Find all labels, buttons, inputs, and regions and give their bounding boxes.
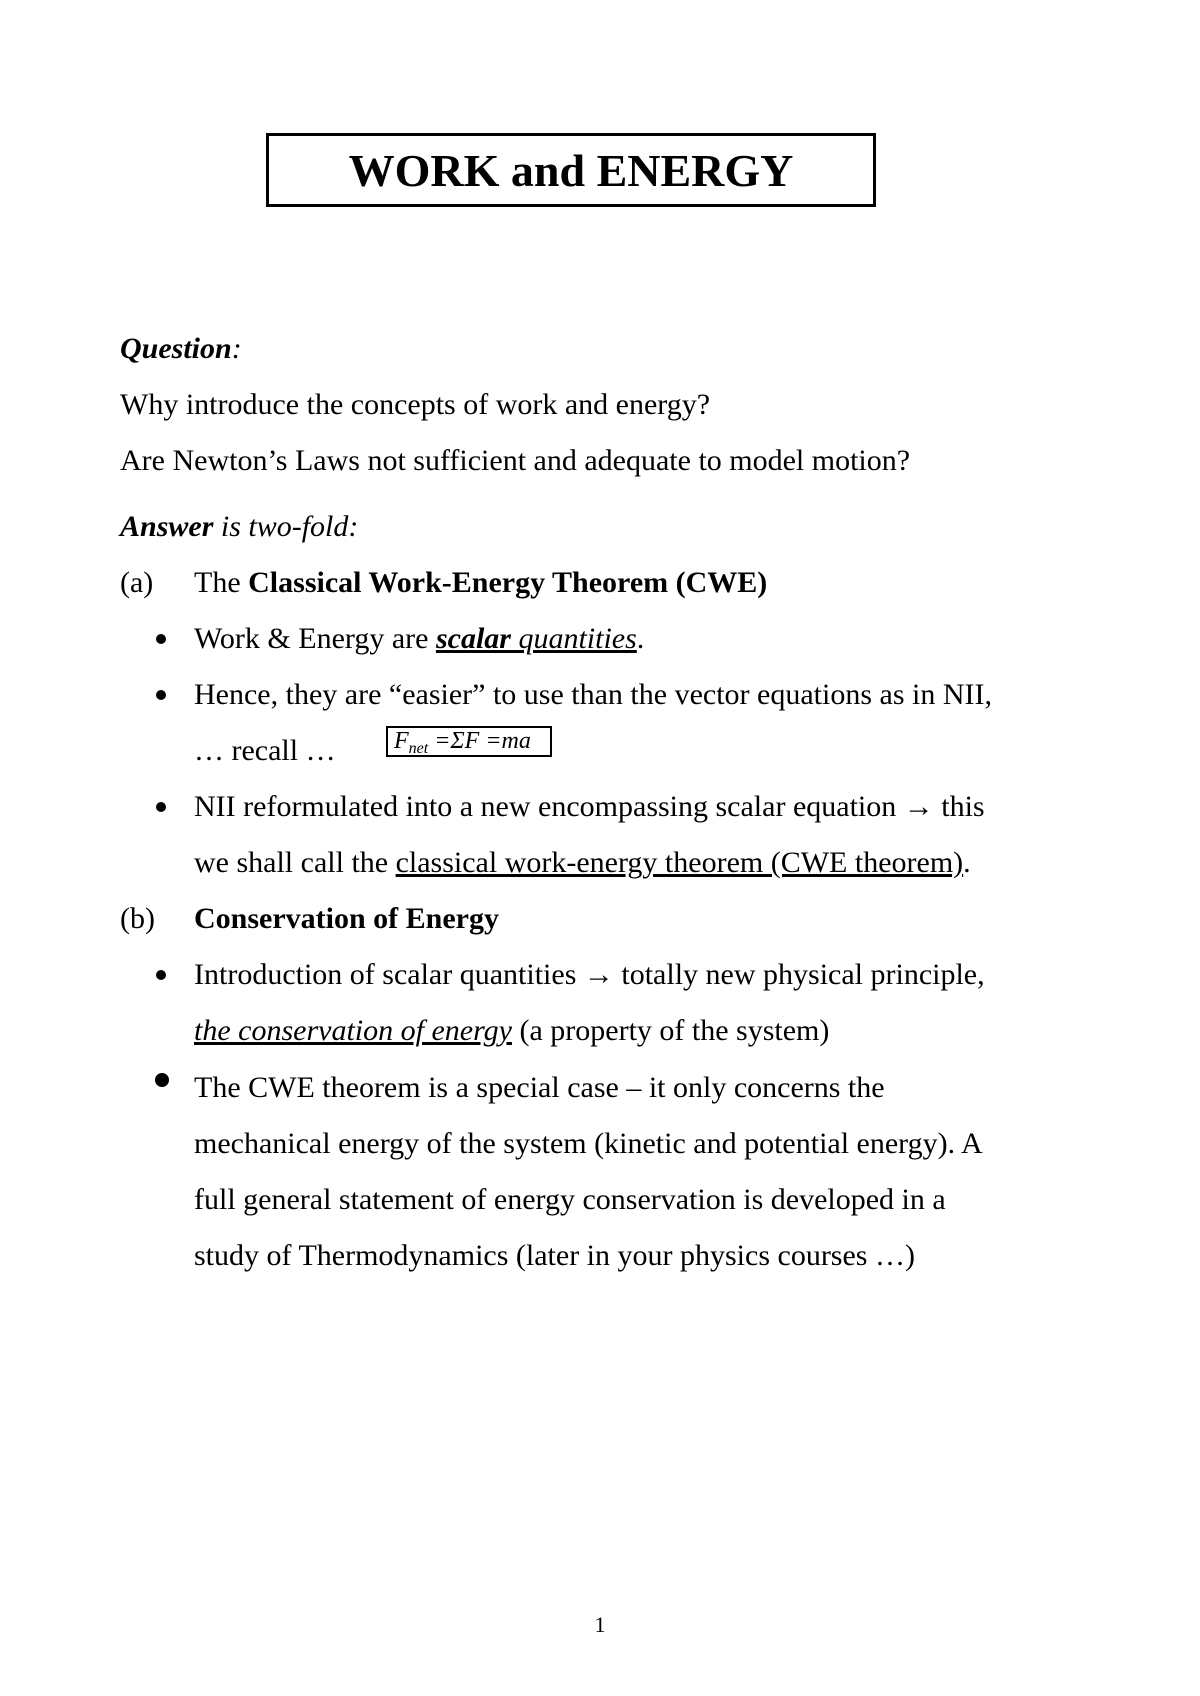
answer-label: Answer — [120, 510, 214, 543]
part-b-bullet-1-line-2 — [194, 1011, 829, 1051]
bullet-1-end: . — [636, 622, 645, 655]
question-heading — [120, 329, 242, 369]
answer-suffix: is two-fold: — [213, 510, 359, 543]
conservation-of-energy-emphasis: the conservation of energy — [194, 1014, 512, 1047]
quantities-word: quantities — [510, 622, 637, 655]
part-a-bullet-2-line-1: Hence, they are “easier” to use than the vector equations as in NII, — [194, 678, 992, 711]
newton-second-law-formula — [386, 726, 552, 757]
bullet-1-prefix: Work & Energy are — [194, 622, 436, 655]
part-a-bullet-2-line-2: … recall … — [194, 734, 336, 767]
part-b-bullet-2-line-1: The CWE theorem is a special case – it only concerns the — [194, 1071, 885, 1104]
question-colon: : — [231, 332, 242, 365]
part-b-bullet-2-line-2: mechanical energy of the system (kinetic and potential energy). A — [194, 1127, 983, 1160]
document-title: WORK and ENERGY — [266, 133, 876, 207]
part-a-bullet-3-line-2 — [194, 843, 971, 883]
part-b-bullet-2-line-4: study of Thermodynamics (later in your physics courses …) — [194, 1239, 915, 1272]
formula-rest: =ΣF =ma — [428, 728, 531, 754]
scalar-quantities-emphasis — [436, 622, 637, 655]
question-label: Question — [120, 332, 232, 365]
bullet-icon — [156, 970, 166, 980]
question-line-1: Why introduce the concepts of work and energy? — [120, 388, 711, 421]
part-a-bullet-1 — [194, 619, 644, 659]
formula-f: F — [394, 728, 409, 754]
bullet-b1-rest: (a property of the system) — [511, 1014, 830, 1047]
part-b-marker: (b) — [120, 902, 155, 935]
part-b-bullet-1-line-1: Introduction of scalar quantities → totally new physical principle, — [194, 958, 985, 991]
bullet-icon — [156, 634, 166, 644]
bullet-icon — [156, 802, 166, 812]
formula-subscript: net — [408, 740, 429, 757]
question-line-2: Are Newton’s Laws not sufficient and adequate to model motion? — [120, 444, 911, 477]
part-a-bullet-3-line-1: NII reformulated into a new encompassing scalar equation → this — [194, 790, 985, 823]
page-number: 1 — [594, 1612, 606, 1637]
part-b-bullet-2-line-3: full general statement of energy conservation is developed in a — [194, 1183, 946, 1216]
part-a-marker: (a) — [120, 566, 154, 599]
part-a-prefix: The — [194, 566, 249, 599]
bullet-3-end: . — [963, 846, 971, 879]
part-b-heading: Conservation of Energy — [194, 902, 499, 935]
answer-heading — [120, 507, 358, 547]
part-a-heading — [194, 563, 767, 603]
part-a-title: Classical Work-Energy Theorem (CWE) — [248, 566, 768, 599]
bullet-3-prefix: we shall call the — [194, 846, 396, 879]
bullet-icon — [156, 690, 166, 700]
scalar-word: scalar — [435, 622, 511, 655]
bullet-icon — [155, 1073, 169, 1087]
cwe-theorem-underlined: classical work-energy theorem (CWE theorem) — [395, 846, 964, 879]
